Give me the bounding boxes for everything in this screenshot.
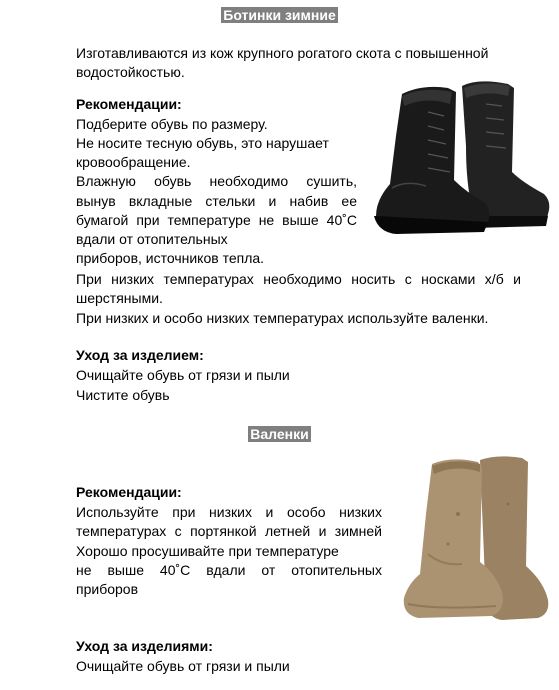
boots-rec-line: бумагой при температуре не выше 40˚С — [76, 212, 357, 228]
boots-rec-line: шерстяными. — [76, 290, 163, 306]
boots-rec-line: приборов, источников тепла. — [76, 250, 265, 266]
valenki-recommendations-heading: Рекомендации: — [76, 484, 182, 500]
boots-rec-line: При низких и особо низких температурах используйте валенки. — [76, 310, 489, 326]
boots-rec-line: кровообращение. — [76, 154, 191, 170]
valenki-rec-line: Хорошо просушивайте при температуре — [76, 543, 339, 559]
winter-boots-image — [366, 76, 552, 234]
intro-line-2: водостойкостью. — [76, 64, 185, 80]
valenki-rec-line: приборов — [76, 581, 139, 597]
boots-rec-line: При низких температурах необходимо носить с носками х/б и — [76, 271, 521, 287]
boots-care-line: Очищайте обувь от грязи и пыли — [76, 367, 290, 383]
boots-rec-line: Подберите обувь по размеру. — [76, 116, 268, 132]
boots-rec-line: Влажную обувь необходимо сушить, — [76, 173, 357, 189]
section-title-valenki: Валенки — [250, 426, 309, 442]
boots-care-line: Чистите обувь — [76, 387, 170, 403]
valenki-rec-line: не выше 40˚С вдали от отопительных — [76, 562, 382, 578]
valenki-care-line: Очищайте обувь от грязи и пыли — [76, 658, 290, 674]
valenki-care-heading: Уход за изделиями: — [76, 638, 213, 654]
boots-recommendations-heading: Рекомендации: — [76, 96, 182, 112]
boots-rec-line: вынув вкладные стельки и набив ее — [76, 193, 357, 209]
boots-care-heading: Уход за изделием: — [76, 347, 204, 363]
valenki-image — [398, 454, 553, 626]
section-title-boots: Ботинки зимние — [223, 7, 336, 23]
intro-line-1: Изготавливаются из кож крупного рогатого скота с повышенной — [76, 45, 489, 61]
boots-rec-line: Не носите тесную обувь, это нарушает — [76, 135, 329, 151]
valenki-rec-line: температурах с портянкой летней и зимней — [76, 523, 382, 539]
valenki-rec-line: Используйте при низких и особо низких — [76, 504, 382, 520]
boots-rec-line: вдали от отопительных — [76, 231, 228, 247]
